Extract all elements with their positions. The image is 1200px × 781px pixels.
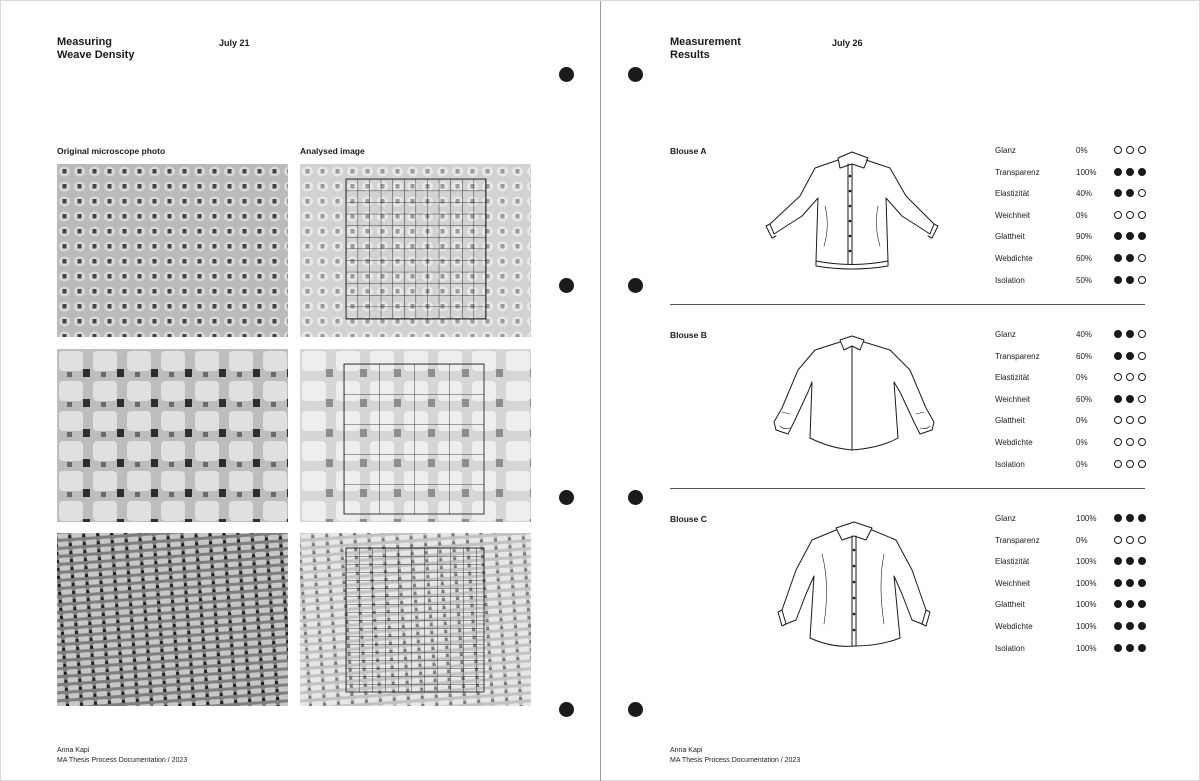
attribute-row [995,460,1147,474]
blouse-section-b [670,330,1146,500]
attribute-row [995,211,1147,225]
rating-dot-filled [1114,622,1122,630]
attribute-value: 0% [1076,373,1088,383]
rating-dot-filled [1126,622,1134,630]
page-title [670,36,741,62]
rating-dot-empty [1126,438,1134,446]
rating-dot-empty [1138,211,1146,219]
attribute-name: Webdichte [995,622,1033,631]
rating-dot-filled [1114,644,1122,652]
rating-dots [1114,330,1147,340]
rating-dot-filled [1126,330,1134,338]
attribute-value: 0% [1076,416,1088,426]
attribute-row [995,352,1147,366]
attribute-value: 50% [1076,275,1093,285]
rating-dot-filled [1126,514,1134,522]
rating-dot-empty [1114,373,1122,381]
attribute-row [995,168,1147,182]
rating-dot-filled [1138,514,1146,522]
blouse-section-a [670,146,1146,316]
analysed-image-3 [300,533,531,706]
rating-dots [1114,416,1147,426]
rating-dot-empty [1114,211,1122,219]
rating-dot-filled [1138,579,1146,587]
rating-dot-empty [1126,211,1134,219]
binder-hole [559,67,574,82]
attribute-value: 60% [1076,254,1093,263]
attribute-row [995,232,1147,246]
rating-dot-filled [1126,276,1134,284]
rating-dots [1114,600,1147,610]
rating-dot-filled [1114,352,1122,360]
rating-dot-filled [1126,644,1134,652]
binder-hole [559,278,574,293]
rating-dots [1114,644,1147,654]
footer-document: MA Thesis Process Documentation / 2023 [57,757,188,764]
attribute-value: 100% [1076,578,1097,588]
rating-dot-empty [1138,416,1146,424]
attribute-name: Glanz [995,330,1016,339]
attribute-value: 100% [1076,514,1097,523]
rating-dot-empty [1114,460,1122,468]
rating-dot-filled [1114,189,1122,197]
rating-dots [1114,557,1147,567]
analysed-image-2 [300,349,531,522]
attribute-value: 100% [1076,167,1097,177]
page-date: July 26 [832,38,863,48]
attribute-row [995,536,1147,550]
attribute-name: Transparenz [995,351,1040,361]
rating-dot-filled [1126,579,1134,587]
attribute-name: Transparenz [995,535,1040,545]
binder-hole [628,67,643,82]
binder-hole [628,490,643,505]
attribute-name: Weichheit [995,578,1030,588]
footer-document: MA Thesis Process Documentation / 2023 [670,757,801,764]
attribute-name: Transparenz [995,167,1040,177]
attribute-value: 0% [1076,535,1088,545]
attribute-name: Webdichte [995,438,1033,447]
rating-dot-filled [1114,330,1122,338]
rating-dot-filled [1126,254,1134,262]
blouse-name: Blouse C [670,514,707,524]
rating-dots [1114,395,1147,405]
rating-dot-empty [1114,146,1122,154]
rating-dot-filled [1114,254,1122,262]
attribute-value: 60% [1076,394,1093,404]
rating-dot-empty [1138,352,1146,360]
section-divider [670,304,1145,305]
page-footer [670,746,800,766]
blouse-name: Blouse B [670,330,707,340]
binder-hole [559,702,574,717]
attribute-row [995,644,1147,658]
attribute-row [995,622,1147,636]
blouse-a-drawing [760,146,950,286]
rating-dot-filled [1114,276,1122,284]
attribute-name: Elastizität [995,557,1030,567]
rating-dot-empty [1114,438,1122,446]
rating-dot-filled [1114,514,1122,522]
page-title [57,36,134,62]
rating-dot-filled [1114,395,1122,403]
attribute-row [995,189,1147,203]
rating-dot-empty [1138,373,1146,381]
attribute-value: 0% [1076,146,1088,155]
attribute-row [995,276,1147,290]
attribute-row [995,514,1147,528]
attribute-name: Webdichte [995,254,1033,263]
binder-hole [559,490,574,505]
right-page [601,1,1200,781]
rating-dot-filled [1138,622,1146,630]
attribute-name: Isolation [995,643,1025,653]
attribute-name: Weichheit [995,210,1030,220]
blouse-name: Blouse A [670,146,707,156]
attribute-row [995,395,1147,409]
rating-dot-filled [1114,232,1122,240]
rating-dots [1114,460,1147,470]
rating-dot-filled [1126,557,1134,565]
rating-dot-filled [1126,395,1134,403]
rating-dot-empty [1126,373,1134,381]
rating-dot-filled [1126,168,1134,176]
attribute-name: Weichheit [995,394,1030,404]
rating-dot-filled [1126,352,1134,360]
rating-dot-filled [1114,600,1122,608]
rating-dot-filled [1114,579,1122,587]
attribute-value: 40% [1076,189,1093,199]
attribute-name: Glattheit [995,232,1025,242]
rating-dot-empty [1138,395,1146,403]
microscope-photo-2 [57,349,288,522]
attribute-value: 100% [1076,557,1097,567]
binder-hole [628,702,643,717]
rating-dot-filled [1138,644,1146,652]
rating-dot-empty [1126,416,1134,424]
analysed-image-1 [300,164,531,337]
footer-author: Anna Kapi [57,747,90,754]
section-divider [670,488,1145,489]
attribute-value: 60% [1076,351,1093,361]
rating-dot-filled [1126,600,1134,608]
page-date: July 21 [219,38,250,48]
rating-dot-empty [1138,254,1146,262]
rating-dot-empty [1138,146,1146,154]
page-title-line-1: Measuring [57,36,113,48]
page-footer [57,746,187,766]
rating-dot-filled [1138,600,1146,608]
attribute-value: 100% [1076,600,1097,610]
rating-dot-empty [1114,416,1122,424]
attribute-name: Glattheit [995,600,1025,610]
rating-dot-empty [1138,536,1146,544]
rating-dots [1114,438,1147,448]
rating-dots [1114,189,1147,199]
attribute-row [995,557,1147,571]
attribute-row [995,373,1147,387]
page-title-line-2: Weave Density [57,49,135,61]
rating-dot-filled [1138,168,1146,176]
rating-dots [1114,622,1147,632]
blouse-section-c [670,514,1146,684]
attribute-name: Elastizität [995,189,1030,199]
attribute-value: 90% [1076,232,1093,242]
rating-dots [1114,276,1147,286]
left-page [1,1,600,781]
rating-dot-empty [1126,460,1134,468]
rating-dots [1114,254,1147,264]
attribute-row [995,330,1147,344]
attribute-name: Glattheit [995,416,1025,426]
attribute-value: 100% [1076,622,1097,631]
rating-dot-filled [1138,557,1146,565]
page-title-line-1: Measurement [670,36,741,48]
attribute-value: 0% [1076,459,1088,469]
rating-dots [1114,232,1147,242]
attribute-row [995,438,1147,452]
column-label-analysed: Analysed image [300,146,365,156]
rating-dot-filled [1114,557,1122,565]
binder-hole [628,278,643,293]
blouse-b-drawing [760,330,950,470]
rating-dots [1114,536,1147,546]
rating-dots [1114,352,1147,362]
attribute-value: 40% [1076,330,1093,339]
attribute-name: Glanz [995,514,1016,523]
attribute-name: Glanz [995,146,1016,155]
attribute-row [995,146,1147,160]
microscope-photo-1 [57,164,288,337]
attribute-row [995,600,1147,614]
rating-dot-empty [1138,276,1146,284]
rating-dot-empty [1114,536,1122,544]
rating-dot-empty [1126,146,1134,154]
rating-dots [1114,146,1147,156]
attribute-value: 0% [1076,438,1088,447]
rating-dot-empty [1138,189,1146,197]
attribute-row [995,579,1147,593]
column-label-original: Original microscope photo [57,146,166,156]
rating-dots [1114,373,1147,383]
rating-dot-filled [1114,168,1122,176]
rating-dot-empty [1138,460,1146,468]
blouse-c-drawing [760,514,950,654]
rating-dot-filled [1126,189,1134,197]
attribute-value: 0% [1076,210,1088,220]
footer-author: Anna Kapi [670,747,703,754]
rating-dot-empty [1138,330,1146,338]
microscope-photo-3 [57,533,288,706]
rating-dot-empty [1138,438,1146,446]
rating-dot-empty [1126,536,1134,544]
attribute-name: Isolation [995,459,1025,469]
attribute-row [995,416,1147,430]
rating-dots [1114,579,1147,589]
rating-dot-filled [1126,232,1134,240]
page-title-line-2: Results [670,49,710,61]
rating-dots [1114,211,1147,221]
rating-dot-filled [1138,232,1146,240]
rating-dots [1114,514,1147,524]
attribute-value: 100% [1076,643,1097,653]
attribute-row [995,254,1147,268]
attribute-name: Isolation [995,275,1025,285]
rating-dots [1114,168,1147,178]
attribute-name: Elastizität [995,373,1030,383]
